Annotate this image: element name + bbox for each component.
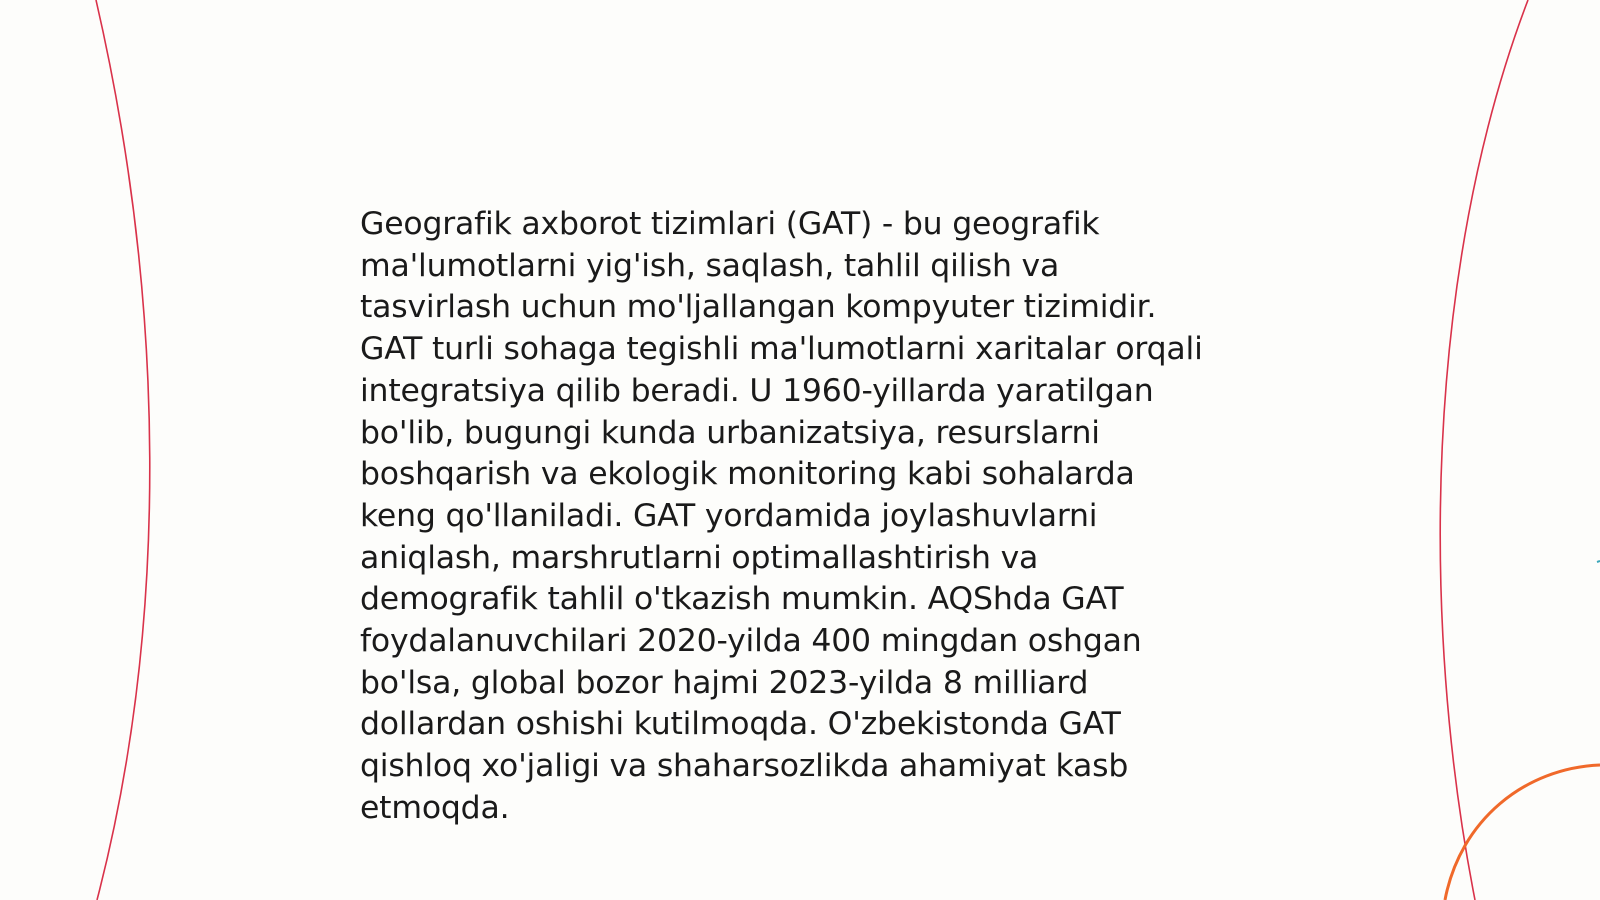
paragraph-line-9: aniqlash, marshrutlarni optimallashtirish va — [360, 539, 1039, 576]
paragraph-line-5: integratsiya qilib beradi. U 1960-yillarda yaratilgan — [360, 372, 1154, 409]
paragraph-line-13: dollardan oshishi kutilmoqda. O'zbekistonda GAT — [360, 706, 1121, 743]
paragraph-line-14: qishloq xo'jaligi va shaharsozlikda ahamiyat kasb — [360, 748, 1129, 785]
paragraph-line-3: tasvirlash uchun mo'ljallangan kompyuter tizimidir. — [360, 289, 1157, 326]
paragraph-line-2: ma'lumotlarni yig'ish, saqlash, tahlil qilish va — [360, 247, 1060, 284]
right-curve — [1440, 0, 1528, 900]
paragraph-line-7: boshqarish va ekologik monitoring kabi sohalarda — [360, 456, 1135, 493]
body-paragraph — [360, 204, 1260, 830]
paragraph-line-8: keng qo'llaniladi. GAT yordamida joylashuvlarni — [360, 497, 1098, 534]
paragraph-line-12: bo'lsa, global bozor hajmi 2023-yilda 8 milliard — [360, 664, 1089, 701]
paragraph-line-15: etmoqda. — [360, 789, 510, 826]
paragraph-line-4: GAT turli sohaga tegishli ma'lumotlarni xaritalar orqali — [360, 331, 1203, 368]
paragraph-line-10: demografik tahlil o'tkazish mumkin. AQShda GAT — [360, 581, 1124, 618]
paragraph-line-6: bo'lib, bugungi kunda urbanizatsiya, resurslarni — [360, 414, 1100, 451]
paragraph-line-1: Geografik axborot tizimlari (GAT) - bu geografik — [360, 206, 1100, 242]
left-curve — [96, 0, 150, 900]
paragraph-line-11: foydalanuvchilari 2020-yilda 400 mingdan oshgan — [360, 623, 1142, 660]
orange-arc — [1445, 765, 1600, 900]
